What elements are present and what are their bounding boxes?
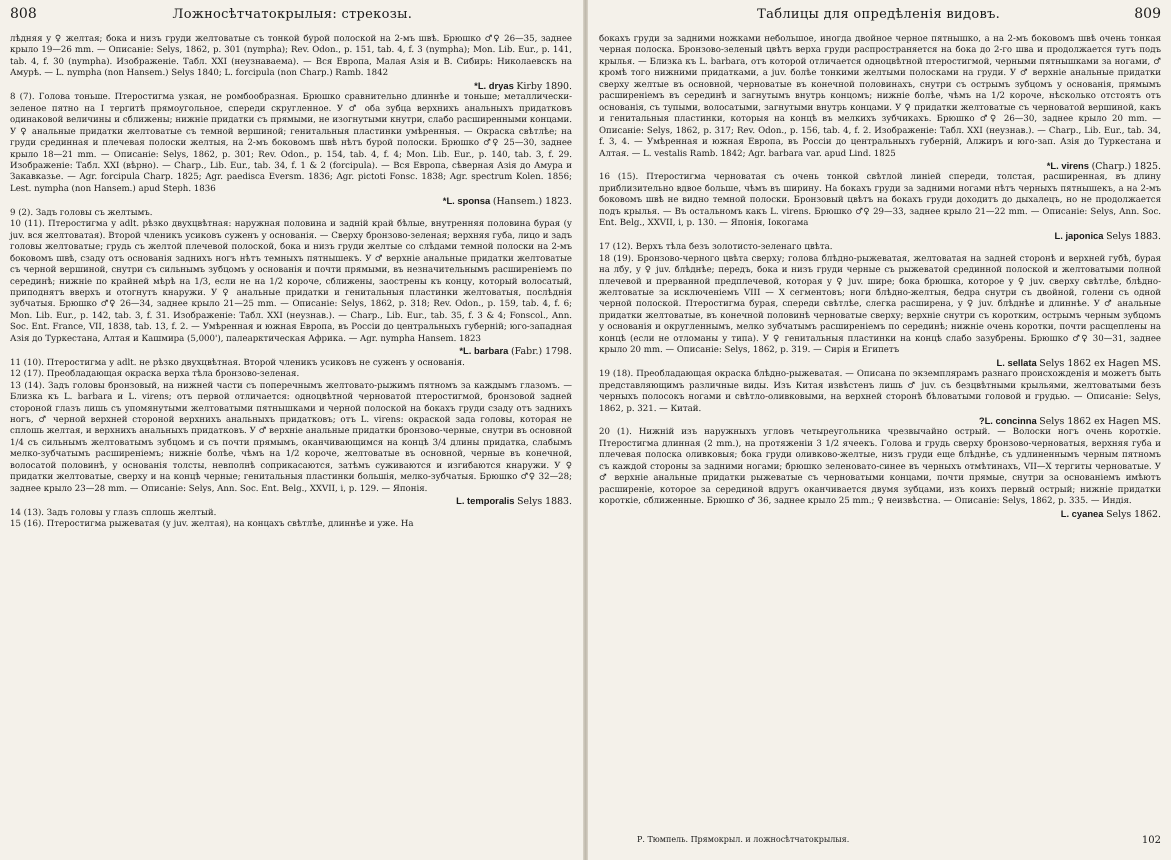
book-gutter xyxy=(583,0,588,860)
key-couplet: 16 (15). Птеростигма черноватая съ очень тонкой свѣтлой линіей спереди, толстая, расширенная, въ длину приблизительно вдвое больше, чѣмъ въ ширину. На бокахъ груди за задними ногами нѣтъ черныхъ пятнышекъ, а на 2-мъ боковомъ швѣ не видно темной полоски. Бронзовый цвѣтъ на бокахъ груди доходитъ до дыхалецъ, но не продолжается подъ крылья. — Въ остальномъ какъ L. virens. Брюшко ♂♀ 29—33, заднее крыло 21—22 mm. — Описаніе: Selys, Ann. Soc. Ent. Belg., XXVII, i, p. 130. — Японія, Іокогама xyxy=(599,172,1161,229)
key-couplet: 19 (18). Преобладающая окраска блѣдно-рыжеватая. — Описана по экземплярамъ разнаго происхожденія и можетъ быть представляющимъ различные виды. Изъ Китая извѣстенъ лишь ♂ juv. съ безцвѣтными крыльями, желтоватыми безъ черныхъ полосокъ ногами и свѣтло-оливковыми, на верхней сторонѣ бѣловатыми головой и грудью. — Описаніе: Selys, 1862, p. 321. — Китай. xyxy=(599,369,1161,414)
running-head-title: Ложносѣтчатокрылыя: стрекозы. xyxy=(172,7,413,22)
running-head xyxy=(599,6,1161,30)
key-couplet: 11 (10). Птеростигма у adlt. не рѣзко двухцвѣтная. Второй членикъ усиковъ не суженъ у основанія. xyxy=(10,357,465,368)
key-couplet: 9 (2). Задъ головы съ желтымъ. xyxy=(10,207,153,218)
key-couplet: 17 (12). Верхъ тѣла безъ золотисто-зеленаго цвѣта. xyxy=(599,242,833,253)
page-body xyxy=(599,34,1161,520)
species-name: *L. dryas Kirby 1890. xyxy=(474,79,572,92)
species-name: *L. barbara (Fabr.) 1798. xyxy=(459,345,572,358)
species-name: L. japonica Selys 1883. xyxy=(1054,229,1161,242)
species-name: L. temporalis Selys 1883. xyxy=(456,495,572,508)
key-couplet: 12 (17). Преобладающая окраска верха тѣла бронзово-зеленая. xyxy=(10,369,300,380)
species-name: L. cyanea Selys 1862. xyxy=(1060,507,1161,520)
species-name: *L. virens (Charp.) 1825. xyxy=(1046,159,1161,172)
running-head-title: Таблицы для опредѣленія видовъ. xyxy=(757,7,1001,22)
right-page xyxy=(589,0,1171,860)
key-couplet: 8 (7). Голова тоньше. Птеростигма узкая, не ромбообразная. Брюшко сравнительно длиннѣе и тоньше; металлически-зеленое пятно на I тергитѣ прямоугольное, спереди скругленное. У ♂ оба зубца верхнихъ анальныхъ придатковъ одинаковой величины и сближены; нижніе придатки съ прямыми, не изогнутыми кнутри, слабо расширенными концами. У ♀ анальные придатки желтоватые съ темной вершиной; генитальныя пластинки умѣренныя. — Окраска свѣтлѣе; на груди срединная и плечевая полоски желтыя, на 2-мъ боковомъ швѣ нѣтъ бурой полоски. Брюшко ♂♀ 25—30, заднее крыло 18—21 mm. — Описаніе: Selys, 1862, p. 301; Rev. Odon., p. 154, tab. 4, f. 4; Mon. Lib. Eur., p. 140, tab. 3, f. 29. Изображеніе: Табл. XXI (вѣрно). — Charp., Lib. Eur., tab. 34, f. 1 & 2 (forcipula). — Вся Европа, сѣверная Азія до Амура и Закавказье. — Agr. forcipula Charp. 1825; Agr. paedisca Eversm. 1836; Agr. pictoti Fonsc. 1838; Agr. spectrum Kolen. 1856; Lest. nympha (non Hansem.) apud Steph. 1836 xyxy=(10,92,572,194)
paragraph: бокахъ груди за задними ножками небольшое, иногда двойное черное пятнышко, а на 2-мъ боковомъ швѣ очень тонкая черная полоска. Бронзово-зеленый цвѣтъ верха груди распространяется на бока до 2-го шва и продолжается тутъ подъ крылья. — Близка къ L. barbara, отъ которой отличается одноцвѣтной птеростигмой, черными пятнышками за ногами, ♂ кромѣ того нижними придатками, а juv. болѣе тонкими желтыми полосками на груди. У ♂ верхніе анальные придатки сверху желтые въ основной, черноватые въ конечной половинахъ, снутри съ острымъ зубцомъ у основанія, прямымъ расширеніемъ въ серединѣ и загнутымъ внутрь концомъ; нижніе болѣе, чѣмъ на 1/2 короче, нѣсколько отстоятъ отъ основанія, съ тупыми, волосатыми, загнутыми внутрь концами. У ♀ придатки желтоватые съ черноватой вершиной, какъ и генитальныя пластинки, которыя на концѣ въ мелкихъ зубчикахъ. Брюшко ♂♀ 26—30, заднее крыло 20 mm. — Описаніе: Selys, 1862, p. 317; Rev. Odon., p. 156, tab. 4, f. 2. Изображеніе: Табл. XXI (неузнав.). — Charp., Lib. Eur., tab. 34, f. 3, 4. — Умѣренная и южная Европа, въ Россіи до центральныхъ губерній, Алжиръ и юго-зап. Азія до Туркестана и Алтая. — L. vestalis Ramb. 1842; Agr. barbara var. apud Lind. 1825 xyxy=(599,34,1161,159)
page-footer xyxy=(637,835,1161,846)
running-head xyxy=(10,6,572,30)
left-page xyxy=(0,0,582,860)
key-couplet: 18 (19). Бронзово-черного цвѣта сверху; голова блѣдно-рыжеватая, желтоватая на задней сторонѣ и верхней губѣ, бурая на лбу, у ♀ juv. блѣднѣе; передъ, бока и низъ груди черные съ рыжеватой срединной полоской и желтоватыми полной плечевой и прерванной предплечевой, которая у ♀ juv. шире; бока брюшка, которое у ♀ juv. сверху свѣтлѣе, блѣдно-желтоватые за исключеніемъ VIII — X сегментовъ; ноги блѣдно-желтыя, бедра снутри съ двойной, голени съ одной черной полоской. Птеростигма бурая, спереди свѣтлѣе, слегка расширена, у ♀ juv. блѣднѣе и длиннѣе. У ♂ анальные придатки желтоватые, въ конечной половинѣ черноватые сверху; верхніе снутри съ коротким, острымъ черным зубцомъ у основанія и округленнымъ, мелко зубчатымъ расширеніемъ по серединѣ; нижніе очень коротки, почти расщеплены на концѣ (если не отломаны у типа). У ♀ генитальныя пластинки на концѣ слабо зазубрены. Брюшко ♂♀ 30—31, заднее крыло 20 mm. — Описаніе: Selys, 1862, p. 319. — Сирія и Египетъ xyxy=(599,253,1161,356)
footer-imprint: Р. Тюмпель. Прямокрыл. и ложносѣтчатокрылыя. xyxy=(637,835,850,844)
key-couplet: 15 (16). Птеростигма рыжеватая (у juv. желтая), на концахъ свѣтлѣе, длиннѣе и уже. На xyxy=(10,519,414,530)
key-couplet: 20 (1). Нижній изъ наружныхъ угловъ четыреугольника чрезвычайно острый. — Волоски ногъ очень короткіе. Птеростигма длинная (2 mm.), на протяженіи 3 1/2 ячеекъ. Голова и грудь сверху бронзово-черноватыя, верхняя губа и плечевая полоска оливковыя; бока груди оливково-желтые, низъ груди еще блѣднѣе, съ удлиненнымъ черным пятномъ съ каждой стороны за задними ногами; брюшко зеленовато-синее въ черныхъ отмѣтинахъ, VII—X тергиты черноватые. У ♂ верхніе анальные придатки рыжеватые съ черноватыми концами, почти прямые, снутри за основаніемъ имѣютъ расширеніе, которое за серединой вдругъ оканчивается двумя зубцами, изъ коихъ первый острый; нижніе придатки короткіе, сближенные. Брюшко ♂ 36, заднее крыло 25 mm.; ♀ неизвѣстна. — Описаніе: Selys, 1862, p. 335. — Индія. xyxy=(599,427,1161,507)
key-couplet: 14 (13). Задъ головы у глазъ сплошь желтый. xyxy=(10,507,217,518)
species-name: L. sellata Selys 1862 ex Hagen MS. xyxy=(996,356,1161,369)
paragraph: лѣдняя у ♀ желтая; бока и низъ груди желтоватые съ тонкой бурой полоской на 2-мъ швѣ. Брюшко ♂♀ 26—35, заднее крыло 19—26 mm. — Описаніе: Selys, 1862, p. 301 (nympha); Rev. Odon., p. 151, tab. 4, f. 3 (nympha); Mon. Lib. Eur., p. 141, tab. 4, f. 30 (nympha). Изображеніе. Табл. XXI (неузнаваема). — Вся Европа, Малая Азія и В. Сибирь: Николаевскъ на Амурѣ. — L. nympha (non Hansem.) Selys 1840; L. forcipula (non Charp.) Ramb. 1842 xyxy=(10,34,572,79)
page-number: 808 xyxy=(10,6,37,22)
signature-mark: 102 xyxy=(1141,835,1161,846)
species-name: ?L. concinna Selys 1862 ex Hagen MS. xyxy=(978,414,1161,427)
key-couplet: 10 (11). Птеростигма у adlt. рѣзко двухцвѣтная: наружная половина и задній край бѣлые, внутренняя половина бурая (у juv. вся желтоватая). Второй члeникъ усиковъ суженъ у основанія. — Сверху бронзово-зеленая; верхняя губа, лицо и задъ головы желтоватые; грудь съ желтой плечевой полоской, бока и низъ груди желтые со слѣдами темной полоски на 2-мъ боковомъ швѣ, сзаду отъ основанія заднихъ ногъ нѣтъ темныхъ пятнышекъ. У ♂ верхніе анальные придатки желтоватые съ черной вершиной, снутри съ сильнымъ зубцомъ у основанія и почти прямыми, въ незначительнымъ расширеніемъ по серединѣ; нижніе по крайней мѣрѣ на 1/3, если не на 1/2 короче, сближены, заострены къ концу, который волосатый, приподнятъ вверхъ и отогнутъ кнаружи. У ♀ анальные придатки и генитальныя пластинки желтоватыя, послѣднія зубчатыя. Брюшко ♂♀ 26—34, заднее крыло 21—25 mm. — Описаніе: Selys, 1862, p. 318; Rev. Odon., p. 159, tab. 4, f. 6; Mon. Lib. Eur., p. 142, tab. 3, f. 31. Изображеніе: Табл. XXI (неузнав.). — Charp., Lib. Eur., tab. 35, f. 3 & 4; Fonscol., Ann. Soc. Ent. France, VII, 1838, tab. 13, f. 2. — Умѣренная и южная Европа, въ Россіи до центральныхъ губерній; юго-западная Азія до Туркестана, Алтая и Кашмира (5,000'), палеарктическая Африка. — Agr. nympha Hansem. 1823 xyxy=(10,219,572,344)
page-number: 809 xyxy=(1134,6,1161,22)
species-name: *L. sponsa (Hansem.) 1823. xyxy=(442,195,572,208)
page-body xyxy=(10,34,572,530)
key-couplet: 13 (14). Задъ головы бронзовый, на нижней части съ поперечнымъ желтовато-рыжимъ пятномъ за каждымъ глазомъ. — Близка къ L. barbara и L. virens; отъ первой отличается: одноцвѣтной черноватой птеростигмой, бронзовой задней стороной глазъ лишь съ упомянутыми желтоватыми пятнышками и черной полоской на бокахъ груди сзаду отъ заднихъ ногъ, ♂ черной верхней стороной верхнихъ анальныхъ придатковъ; отъ L. virens: окраской зада головы, которая не сплошь желтая, и верхнихъ анальныхъ придатковъ. У ♂ верхніе анальные придатки бронзово-черные, снутри въ основной 1/4 съ сильнымъ желтоватымъ зубцомъ и съ почти прямымъ, оканчивающимся на концѣ 3/4 длины придатка, слабымъ мелко-зубчатымъ расширеніемъ; нижніе болѣе, чѣмъ на 1/2 короче, желтоватые въ основной, черные въ конечной, волосатой половинѣ, у основанія толсты, невполнѣ соприкасаются, затѣмъ суживаются и изгибаются кнаружи. У ♀ придатки желтоватые, сверху и на концѣ черные; генитальныя пластинки большія, мелко-зубчатыя. Брюшко ♂♀ 32—28; заднее крыло 23—28 mm. — Описаніе: Selys, Ann. Soc. Ent. Belg., XXVII, i, p. 129. — Японія. xyxy=(10,380,572,494)
